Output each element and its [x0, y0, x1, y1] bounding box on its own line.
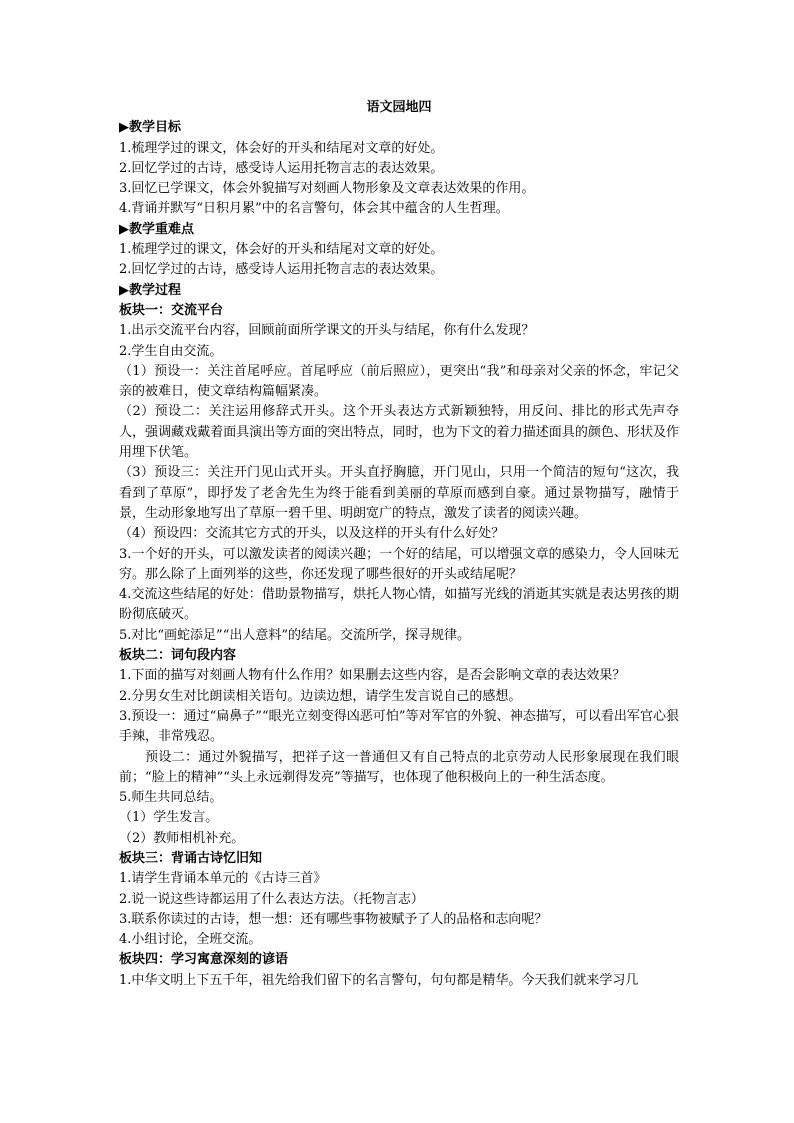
paragraph: 1.中华文明上下五千年，祖先给我们留下的名言警句，句句都是精华。今天我们就来学习几	[119, 972, 639, 988]
process-heading: ▶教学过程	[119, 282, 181, 298]
goal-item: 3.回忆已学课文，体会外貌描写对刻画人物形象及文章表达效果的作用。	[119, 181, 535, 197]
paragraph: 4.小组讨论，全班交流。	[119, 932, 262, 948]
paragraph: （2）预设二：关注运用修辞式开头。这个开头表达方式新颖独特，用反问、排比的形式先声夺人，强调藏戏戴着面具演出等方面的突出特点，同时，也为下文的着力描述面具的颜色、形状及作用埋下伏笔。	[119, 404, 679, 461]
paragraph: 1.下面的描写对刻画人物有什么作用？如果删去这些内容，是否会影响文章的表达效果？	[119, 668, 626, 684]
paragraph: 2.分男女生对比朗读相关语句。边读边想，请学生发言说自己的感想。	[119, 688, 522, 704]
paragraph: 2.说一说这些诗都运用了什么表达方法。（托物言志）	[119, 891, 424, 907]
goal-item: 4.背诵并默写“日积月累”中的名言警句，体会其中蕴含的人生哲理。	[119, 201, 509, 217]
paragraph: （1）学生发言。	[119, 810, 219, 826]
paragraph: （1）预设一：关注首尾呼应。首尾呼应（前后照应），更突出“我”和母亲对父亲的怀念，牢记父亲的被难日，使文章结构篇幅紧凑。	[119, 363, 679, 400]
paragraph: 5.师生共同总结。	[119, 790, 223, 806]
page-title: 语文园地四	[366, 100, 432, 115]
keypoint-item: 1.梳理学过的课文，体会好的开头和结尾对文章的好处。	[119, 242, 444, 258]
keypoints-heading: ▶教学重难点	[119, 221, 194, 237]
paragraph: 2.学生自由交流。	[119, 343, 223, 359]
paragraph: 3.联系你读过的古诗，想一想：还有哪些事物被赋予了人的品格和志向呢？	[119, 911, 548, 927]
paragraph: 3.一个好的开头，可以激发读者的阅读兴趣；一个好的结尾，可以增强文章的感染力，令人回味无穷。那么除了上面列举的这些，你还发现了哪些很好的开头或结尾呢？	[119, 546, 679, 582]
block4-heading: 板块四：学习寓意深刻的谚语	[119, 952, 289, 968]
block3-heading: 板块三：背诵古诗忆旧知	[119, 850, 263, 866]
goal-item: 1.梳理学过的课文，体会好的开头和结尾对文章的好处。	[119, 140, 444, 156]
paragraph: 1.请学生背诵本单元的《古诗三首》	[119, 871, 327, 887]
goal-item: 2.回忆学过的古诗，感受诗人运用托物言志的表达效果。	[119, 160, 444, 176]
block1-heading: 板块一：交流平台	[119, 302, 224, 318]
document-page	[119, 98, 679, 991]
paragraph: （3）预设三：关注开门见山式开头。开头直抒胸臆，开门见山，只用一个简洁的短句“这次，我看到了草原”，即抒发了老舍先生为终于能看到美丽的草原而感到自豪。通过景物描写，融情于景，生动形象地写出了草原一碧千里、明朗宽广的特点，激发了读者的阅读兴趣。	[119, 465, 679, 521]
paragraph: （4）预设四：交流其它方式的开头，以及这样的开头有什么好处？	[119, 526, 505, 542]
goals-heading: ▶教学目标	[119, 120, 181, 136]
paragraph: 预设二：通过外貌描写，把祥子这一普通但又有自己特点的北京劳动人民形象展现在我们眼前；“脸上的精神”“头上永远剃得发亮”等描写，也体现了他积极向上的一种生活态度。	[119, 749, 679, 785]
paragraph: 4.交流这些结尾的好处：借助景物描写，烘托人物心情，如描写光线的消逝其实就是表达男孩的期盼彻底破灭。	[119, 587, 679, 623]
paragraph: 3.预设一：通过“扁鼻子”“眼光立刻变得凶恶可怕”等对军官的外貌、神态描写，可以看出军官心狠手辣，非常残忍。	[119, 708, 679, 745]
paragraph: 1.出示交流平台内容，回顾前面所学课文的开头与结尾，你有什么发现？	[119, 323, 535, 339]
keypoint-item: 2.回忆学过的古诗，感受诗人运用托物言志的表达效果。	[119, 262, 444, 278]
paragraph: 5.对比“画蛇添足”“出人意料”的结尾。交流所学，探寻规律。	[119, 627, 470, 643]
paragraph: （2）教师相机补充。	[119, 830, 245, 846]
block2-heading: 板块二：词句段内容	[119, 648, 237, 664]
